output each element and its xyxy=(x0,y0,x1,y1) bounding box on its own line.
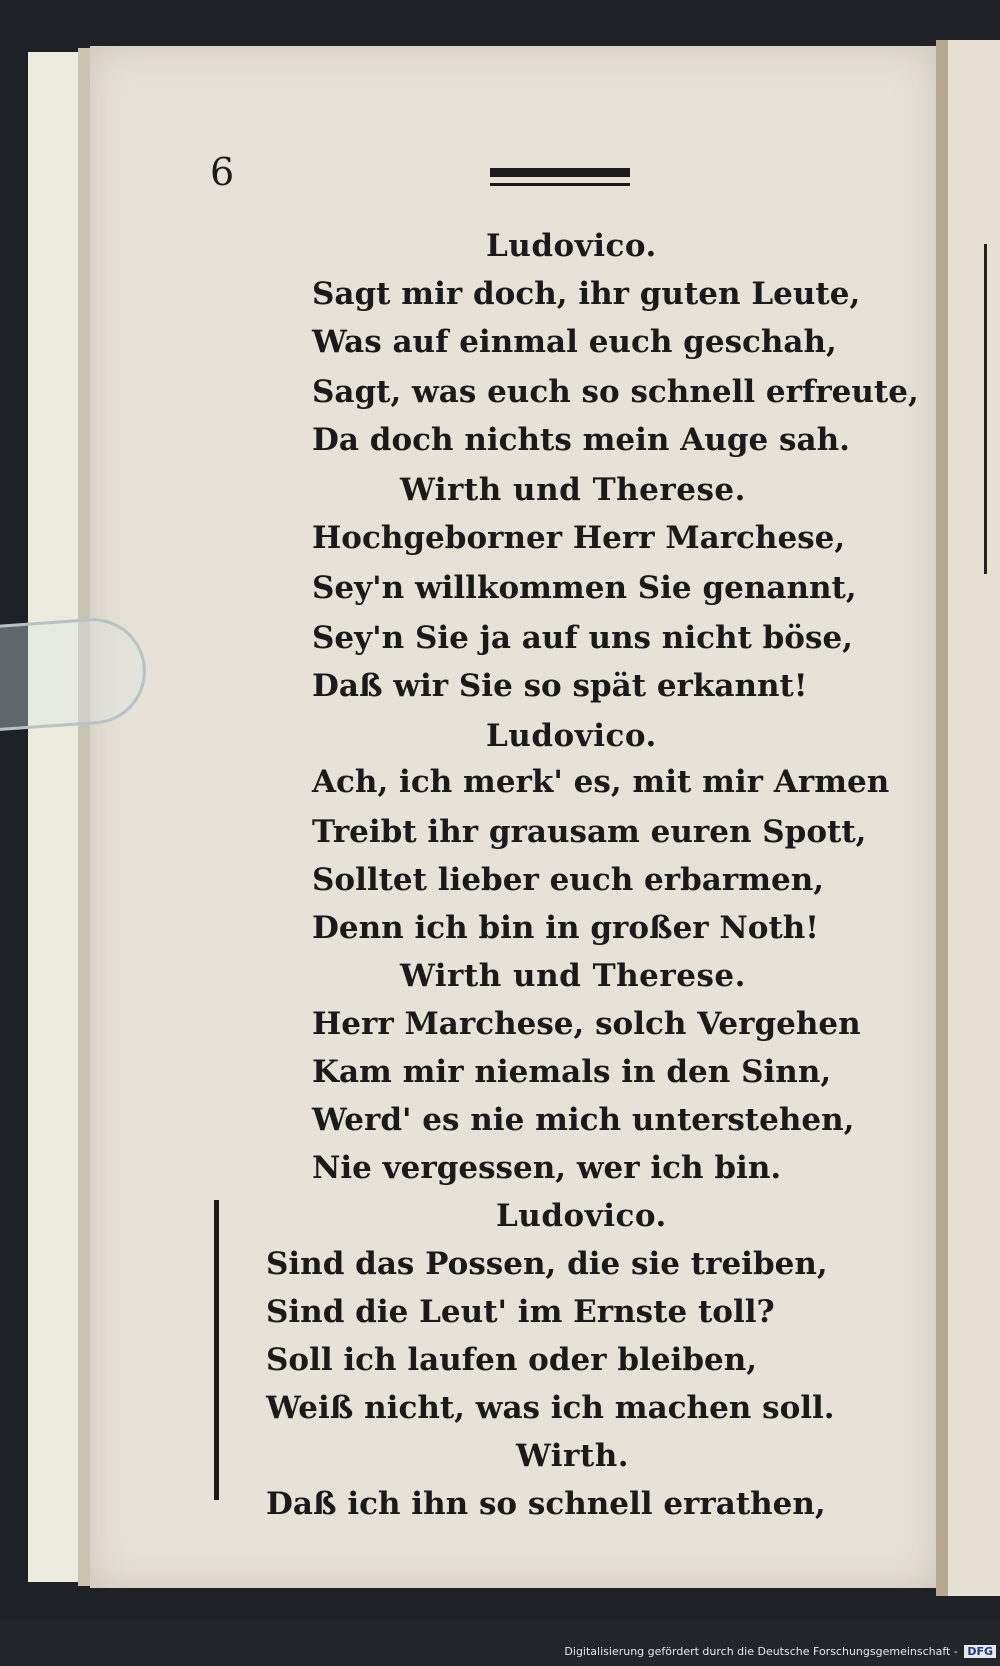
margin-bracket xyxy=(214,1200,231,1500)
verse-line: Sind die Leut' im Ernste toll? xyxy=(266,1294,775,1330)
verse-line: Nie vergessen, wer ich bin. xyxy=(312,1150,782,1186)
verse-line: Solltet lieber euch erbarmen, xyxy=(312,862,825,898)
header-rule-thick xyxy=(490,168,630,177)
verse-line: Sey'n willkommen Sie genannt, xyxy=(312,570,857,606)
verse-line: Da doch nichts mein Auge sah. xyxy=(312,422,850,458)
verse-line: Sey'n Sie ja auf uns nicht böse, xyxy=(312,620,853,656)
speaker-line: Wirth und Therese. xyxy=(400,958,746,994)
digitization-credit xyxy=(560,1645,996,1658)
credit-text: Digitalisierung gefördert durch die Deutsche Forschungsgemeinschaft - xyxy=(564,1645,958,1658)
verse-line: Daß ich ihn so schnell errathen, xyxy=(266,1486,826,1522)
verse-line: Weiß nicht, was ich machen soll. xyxy=(266,1390,835,1426)
verse-line: Ach, ich merk' es, mit mir Armen xyxy=(312,764,890,800)
verse-line: Sagt mir doch, ihr guten Leute, xyxy=(312,276,861,312)
speaker-line: Wirth. xyxy=(516,1438,630,1474)
speaker-line: Ludovico. xyxy=(486,718,657,754)
verse-line: Sagt, was euch so schnell erfreute, xyxy=(312,374,919,410)
verse-line: Kam mir niemals in den Sinn, xyxy=(312,1054,832,1090)
verse-line: Sind das Possen, die sie treiben, xyxy=(266,1246,828,1282)
speaker-line: Ludovico. xyxy=(486,228,657,264)
verse-line: Werd' es nie mich unterstehen, xyxy=(312,1102,855,1138)
verse-line: Soll ich laufen oder bleiben, xyxy=(266,1342,758,1378)
verse-line: Treibt ihr grausam euren Spott, xyxy=(312,814,867,850)
right-sheet-bracket xyxy=(984,244,1000,574)
verse-line: Daß wir Sie so spät erkannt! xyxy=(312,668,808,704)
verse-line: Hochgeborner Herr Marchese, xyxy=(312,520,846,556)
dfg-logo: DFG xyxy=(964,1645,996,1658)
verse-line: Herr Marchese, solch Vergehen xyxy=(312,1006,861,1042)
header-rule-thin xyxy=(490,183,630,186)
page-number: 6 xyxy=(210,150,235,194)
speaker-line: Wirth und Therese. xyxy=(400,472,746,508)
verse-line: Denn ich bin in großer Noth! xyxy=(312,910,819,946)
verse-line: Was auf einmal euch geschah, xyxy=(312,324,837,360)
speaker-line: Ludovico. xyxy=(496,1198,667,1234)
